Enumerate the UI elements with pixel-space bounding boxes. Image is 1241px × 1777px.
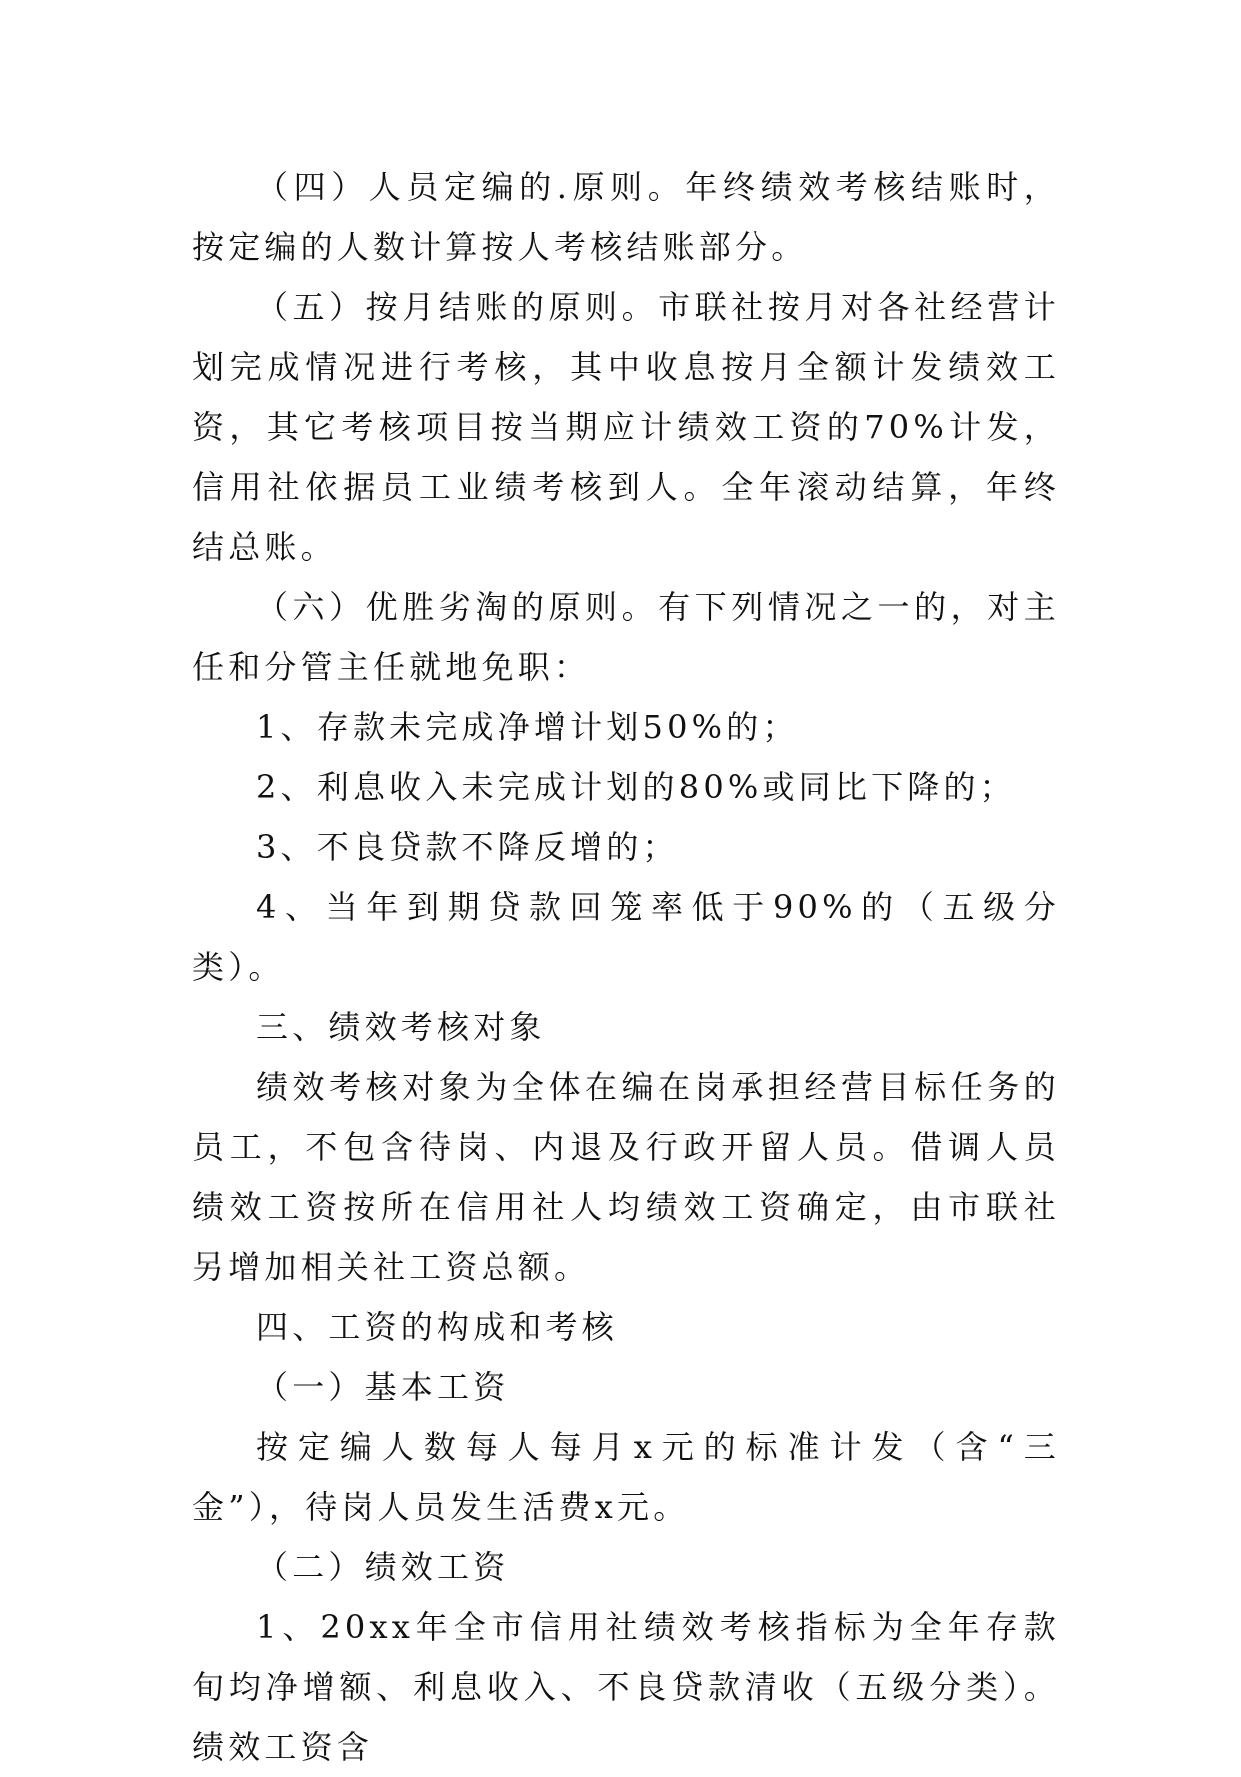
list-item-loan-recovery: 4、当年到期贷款回笼率低于90%的（五级分类）。 — [192, 888, 1060, 986]
paragraph-monthly-settlement: （五）按月结账的原则。市联社按月对各社经营计划完成情况进行考核，其中收息按月全额计发绩效工资，其它考核项目按当期应计绩效工资的70%计发，信用社依据员工业绩考核到人。全年滚动结算，年终结总账。 — [192, 288, 1060, 566]
section-heading-assessment-objects: 三、绩效考核对象 — [256, 1008, 546, 1046]
paragraph-assessment-objects: 绩效考核对象为全体在编在岗承担经营目标任务的员工，不包含待岗、内退及行政开留人员。借调人员绩效工资按所在信用社人均绩效工资确定，由市联社另增加相关社工资总额。 — [192, 1068, 1060, 1286]
paragraph-elimination-principle: （六）优胜劣淘的原则。有下列情况之一的，对主任和分管主任就地免职： — [192, 588, 1060, 686]
list-item-nonperforming-loans: 3、不良贷款不降反增的； — [256, 828, 679, 866]
section-heading-salary-structure: 四、工资的构成和考核 — [256, 1308, 619, 1346]
list-item-interest-income: 2、利息收入未完成计划的80%或同比下降的； — [256, 768, 1016, 806]
document-body — [192, 157, 1060, 1777]
paragraph-base-salary: 按定编人数每人每月x元的标准计发（含“三金”），待岗人员发生活费x元。 — [192, 1428, 1060, 1526]
list-item-deposit: 1、存款未完成净增计划50%的； — [256, 708, 799, 746]
paragraph-staffing-principle: （四）人员定编的.原则。年终绩效考核结账时，按定编的人数计算按人考核结账部分。 — [192, 168, 1060, 266]
subheading-base-salary: （一）基本工资 — [256, 1368, 510, 1406]
paragraph-performance-indicators: 1、20xx年全市信用社绩效考核指标为全年存款旬均净增额、利息收入、不良贷款清收（五级分类）。绩效工资含 — [192, 1608, 1060, 1766]
subheading-performance-salary: （二）绩效工资 — [256, 1548, 510, 1586]
